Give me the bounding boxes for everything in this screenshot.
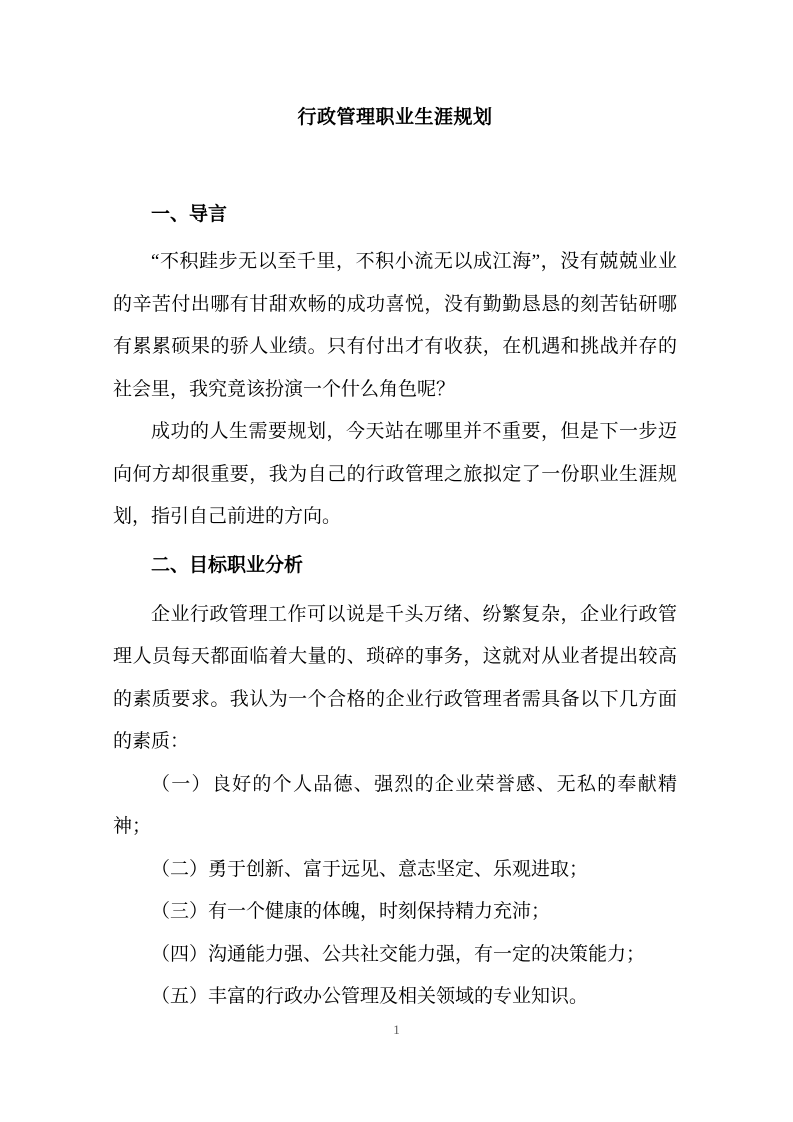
list-item-1: （一）良好的个人品德、强烈的企业荣誉感、无私的奉献精神； — [113, 773, 677, 837]
page-number: 1 — [393, 1022, 400, 1037]
list-item-5: （五）丰富的行政办公管理及相关领域的专业知识。 — [151, 986, 589, 1007]
paragraph-intro-2: 成功的人生需要规划，今天站在哪里并不重要，但是下一步迈向何方却很重要，我为自己的行政管理之旅拟定了一份职业生涯规划，指引自己前进的方向。 — [113, 421, 677, 527]
document-body — [113, 96, 677, 1019]
paragraph-analysis-1: 企业行政管理工作可以说是千头万绪、纷繁复杂，企业行政管理人员每天都面临着大量的、琐碎的事务，这就对从业者提出较高的素质要求。我认为一个合格的企业行政管理者需具备以下几方面的素质： — [113, 603, 677, 752]
list-item-4: （四）沟通能力强、公共社交能力强，有一定的决策能力； — [151, 943, 646, 965]
section-heading-target-career-analysis: 二、目标职业分析 — [151, 554, 304, 576]
list-item-2: （二）勇于创新、富于远见、意志坚定、乐观进取； — [151, 858, 589, 880]
paragraph-intro-1: “不积跬步无以至千里，不积小流无以成江海”，没有兢兢业业的辛苦付出哪有甘甜欢畅的成功喜悦，没有勤勤恳恳的刻苦钻研哪有累累硕果的骄人业绩。只有付出才有收获，在机遇和挑战并存的社会里，我究竟该扮演一个什么角色呢？ — [113, 251, 677, 400]
list-item-3: （三）有一个健康的体魄，时刻保持精力充沛； — [151, 901, 551, 922]
section-heading-introduction: 一、导言 — [151, 204, 228, 225]
document-title: 行政管理职业生涯规划 — [297, 107, 493, 128]
